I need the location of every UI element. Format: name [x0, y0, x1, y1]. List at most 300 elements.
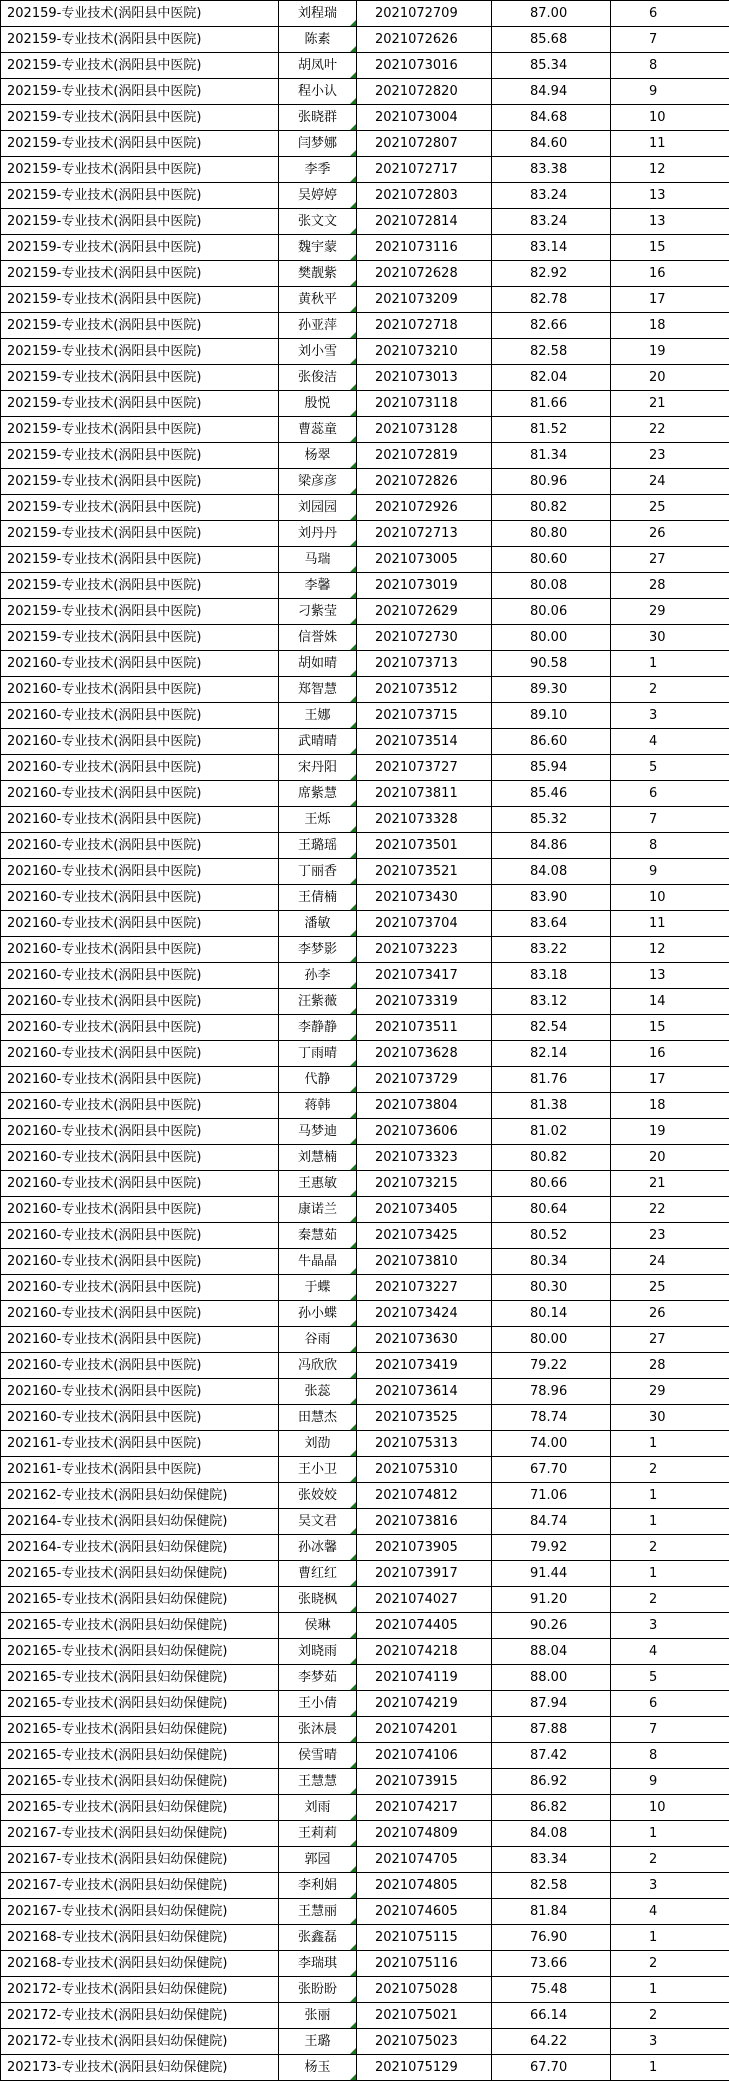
name-cell: 丁丽香: [279, 859, 357, 885]
rank-cell: 3: [611, 1873, 729, 1899]
position-cell: 202160-专业技术(涡阳县中医院): [1, 1405, 279, 1431]
name-cell: 刘程瑞: [279, 1, 357, 27]
ticket-number-cell: 2021073215: [357, 1171, 492, 1197]
ticket-number-cell: 2021074119: [357, 1665, 492, 1691]
position-cell: 202160-专业技术(涡阳县中医院): [1, 781, 279, 807]
position-cell: 202165-专业技术(涡阳县妇幼保健院): [1, 1561, 279, 1587]
position-cell: 202165-专业技术(涡阳县妇幼保健院): [1, 1717, 279, 1743]
name-cell: 刘慧楠: [279, 1145, 357, 1171]
ticket-number-cell: 2021073727: [357, 755, 492, 781]
name-cell: 闫梦娜: [279, 131, 357, 157]
ticket-number-cell: 2021073525: [357, 1405, 492, 1431]
table-row: [1, 963, 729, 989]
score-cell: 76.90: [492, 1925, 611, 1951]
ticket-number-cell: 2021073917: [357, 1561, 492, 1587]
table-row: [1, 209, 729, 235]
name-cell: 王惠敏: [279, 1171, 357, 1197]
rank-cell: 19: [611, 1119, 729, 1145]
ticket-number-cell: 2021073511: [357, 1015, 492, 1041]
rank-cell: 22: [611, 417, 729, 443]
name-cell: 王莉莉: [279, 1821, 357, 1847]
name-cell: 刘园园: [279, 495, 357, 521]
table-row: [1, 1301, 729, 1327]
rank-cell: 1: [611, 1483, 729, 1509]
rank-cell: 3: [611, 1613, 729, 1639]
table-row: [1, 547, 729, 573]
position-cell: 202165-专业技术(涡阳县妇幼保健院): [1, 1665, 279, 1691]
position-cell: 202160-专业技术(涡阳县中医院): [1, 989, 279, 1015]
score-cell: 67.70: [492, 1457, 611, 1483]
ticket-number-cell: 2021072807: [357, 131, 492, 157]
ticket-number-cell: 2021075023: [357, 2029, 492, 2055]
position-cell: 202159-专业技术(涡阳县中医院): [1, 157, 279, 183]
name-cell: 杨翠: [279, 443, 357, 469]
score-cell: 86.60: [492, 729, 611, 755]
ticket-number-cell: 2021072629: [357, 599, 492, 625]
ticket-number-cell: 2021072713: [357, 521, 492, 547]
table-row: [1, 1873, 729, 1899]
score-cell: 80.14: [492, 1301, 611, 1327]
table-row: [1, 495, 729, 521]
table-row: [1, 391, 729, 417]
table-row: [1, 911, 729, 937]
ticket-number-cell: 2021073729: [357, 1067, 492, 1093]
table-row: [1, 2003, 729, 2029]
table-row: [1, 1951, 729, 1977]
ticket-number-cell: 2021072826: [357, 469, 492, 495]
score-cell: 83.90: [492, 885, 611, 911]
position-cell: 202167-专业技术(涡阳县妇幼保健院): [1, 1847, 279, 1873]
table-row: [1, 1197, 729, 1223]
rank-cell: 4: [611, 1639, 729, 1665]
name-cell: 康诺兰: [279, 1197, 357, 1223]
ticket-number-cell: 2021073501: [357, 833, 492, 859]
table-row: [1, 1509, 729, 1535]
ticket-number-cell: 2021073512: [357, 677, 492, 703]
name-cell: 田慧杰: [279, 1405, 357, 1431]
rank-cell: 23: [611, 1223, 729, 1249]
ticket-number-cell: 2021075310: [357, 1457, 492, 1483]
position-cell: 202160-专业技术(涡阳县中医院): [1, 1041, 279, 1067]
ticket-number-cell: 2021073811: [357, 781, 492, 807]
score-cell: 82.54: [492, 1015, 611, 1041]
name-cell: 刘晓雨: [279, 1639, 357, 1665]
name-cell: 李瑞琪: [279, 1951, 357, 1977]
ticket-number-cell: 2021073425: [357, 1223, 492, 1249]
table-row: [1, 1899, 729, 1925]
score-cell: 80.80: [492, 521, 611, 547]
score-cell: 80.82: [492, 1145, 611, 1171]
ticket-number-cell: 2021073430: [357, 885, 492, 911]
rank-cell: 16: [611, 261, 729, 287]
ticket-number-cell: 2021073223: [357, 937, 492, 963]
score-cell: 85.34: [492, 53, 611, 79]
table-row: [1, 885, 729, 911]
score-cell: 85.68: [492, 27, 611, 53]
ticket-number-cell: 2021074106: [357, 1743, 492, 1769]
ticket-number-cell: 2021073227: [357, 1275, 492, 1301]
rank-cell: 8: [611, 833, 729, 859]
score-cell: 85.94: [492, 755, 611, 781]
name-cell: 秦慧茹: [279, 1223, 357, 1249]
name-cell: 梁彦彦: [279, 469, 357, 495]
table-row: [1, 729, 729, 755]
score-cell: 80.64: [492, 1197, 611, 1223]
ticket-number-cell: 2021073514: [357, 729, 492, 755]
name-cell: 张蕊: [279, 1379, 357, 1405]
score-cell: 82.78: [492, 287, 611, 313]
name-cell: 郭园: [279, 1847, 357, 1873]
ticket-number-cell: 2021074201: [357, 1717, 492, 1743]
ticket-number-cell: 2021073628: [357, 1041, 492, 1067]
name-cell: 张晓枫: [279, 1587, 357, 1613]
rank-cell: 13: [611, 183, 729, 209]
rank-cell: 28: [611, 1353, 729, 1379]
position-cell: 202159-专业技术(涡阳县中医院): [1, 469, 279, 495]
score-cell: 87.88: [492, 1717, 611, 1743]
score-cell: 81.02: [492, 1119, 611, 1145]
name-cell: 潘敏: [279, 911, 357, 937]
position-cell: 202159-专业技术(涡阳县中医院): [1, 287, 279, 313]
score-cell: 82.58: [492, 1873, 611, 1899]
table-row: [1, 1613, 729, 1639]
ticket-number-cell: 2021074219: [357, 1691, 492, 1717]
position-cell: 202160-专业技术(涡阳县中医院): [1, 703, 279, 729]
score-cell: 66.14: [492, 2003, 611, 2029]
table-row: [1, 807, 729, 833]
ticket-number-cell: 2021073630: [357, 1327, 492, 1353]
table-row: [1, 1639, 729, 1665]
ticket-number-cell: 2021072820: [357, 79, 492, 105]
ticket-number-cell: 2021074809: [357, 1821, 492, 1847]
score-cell: 79.92: [492, 1535, 611, 1561]
score-cell: 83.24: [492, 183, 611, 209]
name-cell: 吴婷婷: [279, 183, 357, 209]
table-row: [1, 1925, 729, 1951]
score-cell: 85.32: [492, 807, 611, 833]
rank-cell: 25: [611, 495, 729, 521]
score-cell: 83.22: [492, 937, 611, 963]
name-cell: 王烁: [279, 807, 357, 833]
position-cell: 202160-专业技术(涡阳县中医院): [1, 807, 279, 833]
rank-cell: 7: [611, 1717, 729, 1743]
name-cell: 侯琳: [279, 1613, 357, 1639]
table-row: [1, 755, 729, 781]
ticket-number-cell: 2021072628: [357, 261, 492, 287]
table-row: [1, 417, 729, 443]
table-row: [1, 261, 729, 287]
score-cell: 81.52: [492, 417, 611, 443]
name-cell: 孙小蝶: [279, 1301, 357, 1327]
name-cell: 张文文: [279, 209, 357, 235]
position-cell: 202160-专业技术(涡阳县中医院): [1, 651, 279, 677]
table-row: [1, 1821, 729, 1847]
name-cell: 张鑫磊: [279, 1925, 357, 1951]
rank-cell: 27: [611, 547, 729, 573]
name-cell: 黄秋平: [279, 287, 357, 313]
score-cell: 84.94: [492, 79, 611, 105]
ticket-number-cell: 2021072709: [357, 1, 492, 27]
position-cell: 202160-专业技术(涡阳县中医院): [1, 1171, 279, 1197]
ticket-number-cell: 2021073419: [357, 1353, 492, 1379]
table-row: [1, 79, 729, 105]
score-cell: 81.38: [492, 1093, 611, 1119]
name-cell: 代静: [279, 1067, 357, 1093]
position-cell: 202160-专业技术(涡阳县中医院): [1, 1145, 279, 1171]
position-cell: 202168-专业技术(涡阳县妇幼保健院): [1, 1925, 279, 1951]
name-cell: 孙冰馨: [279, 1535, 357, 1561]
table-row: [1, 1379, 729, 1405]
name-cell: 丁雨晴: [279, 1041, 357, 1067]
name-cell: 马梦迪: [279, 1119, 357, 1145]
rank-cell: 7: [611, 27, 729, 53]
table-row: [1, 859, 729, 885]
rank-cell: 18: [611, 313, 729, 339]
position-cell: 202172-专业技术(涡阳县妇幼保健院): [1, 2003, 279, 2029]
score-cell: 67.70: [492, 2055, 611, 2081]
table-row: [1, 157, 729, 183]
rank-cell: 3: [611, 2029, 729, 2055]
name-cell: 曹红红: [279, 1561, 357, 1587]
table-row: [1, 1769, 729, 1795]
table-row: [1, 781, 729, 807]
ticket-number-cell: 2021073521: [357, 859, 492, 885]
rank-cell: 16: [611, 1041, 729, 1067]
rank-cell: 15: [611, 1015, 729, 1041]
name-cell: 孙亚萍: [279, 313, 357, 339]
name-cell: 程小认: [279, 79, 357, 105]
score-cell: 80.00: [492, 625, 611, 651]
score-cell: 80.08: [492, 573, 611, 599]
score-cell: 74.00: [492, 1431, 611, 1457]
score-cell: 82.58: [492, 339, 611, 365]
rank-cell: 25: [611, 1275, 729, 1301]
score-cell: 81.76: [492, 1067, 611, 1093]
position-cell: 202160-专业技术(涡阳县中医院): [1, 937, 279, 963]
rank-cell: 2: [611, 2003, 729, 2029]
name-cell: 汪紫薇: [279, 989, 357, 1015]
position-cell: 202159-专业技术(涡阳县中医院): [1, 365, 279, 391]
name-cell: 王璐: [279, 2029, 357, 2055]
position-cell: 202160-专业技术(涡阳县中医院): [1, 1015, 279, 1041]
name-cell: 王小倩: [279, 1691, 357, 1717]
rank-cell: 2: [611, 1951, 729, 1977]
name-cell: 谷雨: [279, 1327, 357, 1353]
ticket-number-cell: 2021073016: [357, 53, 492, 79]
position-cell: 202172-专业技术(涡阳县妇幼保健院): [1, 2029, 279, 2055]
position-cell: 202159-专业技术(涡阳县中医院): [1, 53, 279, 79]
position-cell: 202165-专业技术(涡阳县妇幼保健院): [1, 1795, 279, 1821]
rank-cell: 11: [611, 131, 729, 157]
rank-cell: 23: [611, 443, 729, 469]
ticket-number-cell: 2021075028: [357, 1977, 492, 2003]
score-cell: 84.68: [492, 105, 611, 131]
ticket-number-cell: 2021072803: [357, 183, 492, 209]
ticket-number-cell: 2021073905: [357, 1535, 492, 1561]
score-cell: 86.92: [492, 1769, 611, 1795]
name-cell: 李梦影: [279, 937, 357, 963]
score-cell: 80.34: [492, 1249, 611, 1275]
score-cell: 88.00: [492, 1665, 611, 1691]
position-cell: 202160-专业技术(涡阳县中医院): [1, 1093, 279, 1119]
name-cell: 郑智慧: [279, 677, 357, 703]
table-row: [1, 183, 729, 209]
position-cell: 202159-专业技术(涡阳县中医院): [1, 599, 279, 625]
table-row: [1, 27, 729, 53]
rank-cell: 1: [611, 1977, 729, 2003]
position-cell: 202160-专业技术(涡阳县中医院): [1, 1301, 279, 1327]
position-cell: 202161-专业技术(涡阳县中医院): [1, 1457, 279, 1483]
name-cell: 张盼盼: [279, 1977, 357, 2003]
table-row: [1, 1223, 729, 1249]
name-cell: 王璐瑶: [279, 833, 357, 859]
table-row: [1, 313, 729, 339]
score-cell: 81.34: [492, 443, 611, 469]
name-cell: 陈素: [279, 27, 357, 53]
rank-cell: 14: [611, 989, 729, 1015]
table-row: [1, 1067, 729, 1093]
position-cell: 202159-专业技术(涡阳县中医院): [1, 235, 279, 261]
ticket-number-cell: 2021073116: [357, 235, 492, 261]
name-cell: 殷悦: [279, 391, 357, 417]
name-cell: 张晓群: [279, 105, 357, 131]
ticket-number-cell: 2021075116: [357, 1951, 492, 1977]
name-cell: 张沐晨: [279, 1717, 357, 1743]
position-cell: 202159-专业技术(涡阳县中医院): [1, 417, 279, 443]
ticket-number-cell: 2021073704: [357, 911, 492, 937]
table-row: [1, 1977, 729, 2003]
position-cell: 202159-专业技术(涡阳县中医院): [1, 131, 279, 157]
position-cell: 202160-专业技术(涡阳县中医院): [1, 859, 279, 885]
position-cell: 202160-专业技术(涡阳县中医院): [1, 755, 279, 781]
rank-cell: 1: [611, 1561, 729, 1587]
position-cell: 202167-专业技术(涡阳县妇幼保健院): [1, 1873, 279, 1899]
score-cell: 80.82: [492, 495, 611, 521]
score-cell: 89.30: [492, 677, 611, 703]
score-cell: 90.58: [492, 651, 611, 677]
rank-cell: 1: [611, 1509, 729, 1535]
rank-cell: 17: [611, 1067, 729, 1093]
position-cell: 202159-专业技术(涡阳县中医院): [1, 105, 279, 131]
ticket-number-cell: 2021074605: [357, 1899, 492, 1925]
ticket-number-cell: 2021073319: [357, 989, 492, 1015]
table-row: [1, 1093, 729, 1119]
ticket-number-cell: 2021074705: [357, 1847, 492, 1873]
score-cell: 82.04: [492, 365, 611, 391]
position-cell: 202165-专业技术(涡阳县妇幼保健院): [1, 1639, 279, 1665]
rank-cell: 8: [611, 53, 729, 79]
table-row: [1, 339, 729, 365]
score-cell: 81.66: [492, 391, 611, 417]
table-row: [1, 989, 729, 1015]
score-cell: 87.42: [492, 1743, 611, 1769]
score-cell: 80.52: [492, 1223, 611, 1249]
ticket-number-cell: 2021073614: [357, 1379, 492, 1405]
table-row: [1, 1561, 729, 1587]
rank-cell: 4: [611, 729, 729, 755]
score-cell: 88.04: [492, 1639, 611, 1665]
position-cell: 202160-专业技术(涡阳县中医院): [1, 1327, 279, 1353]
rank-cell: 1: [611, 651, 729, 677]
ticket-number-cell: 2021073715: [357, 703, 492, 729]
score-cell: 80.60: [492, 547, 611, 573]
rank-cell: 24: [611, 1249, 729, 1275]
ticket-number-cell: 2021072730: [357, 625, 492, 651]
rank-cell: 21: [611, 1171, 729, 1197]
table-row: [1, 1275, 729, 1301]
name-cell: 刘雨: [279, 1795, 357, 1821]
score-cell: 75.48: [492, 1977, 611, 2003]
score-cell: 83.12: [492, 989, 611, 1015]
table-row: [1, 1535, 729, 1561]
name-cell: 李馨: [279, 573, 357, 599]
table-row: [1, 365, 729, 391]
score-cell: 80.66: [492, 1171, 611, 1197]
score-cell: 80.96: [492, 469, 611, 495]
table-row: [1, 2029, 729, 2055]
name-cell: 王娜: [279, 703, 357, 729]
position-cell: 202159-专业技术(涡阳县中医院): [1, 443, 279, 469]
ticket-number-cell: 2021073013: [357, 365, 492, 391]
score-cell: 64.22: [492, 2029, 611, 2055]
score-cell: 82.66: [492, 313, 611, 339]
score-cell: 84.74: [492, 1509, 611, 1535]
score-cell: 85.46: [492, 781, 611, 807]
rank-cell: 13: [611, 209, 729, 235]
name-cell: 于蝶: [279, 1275, 357, 1301]
score-cell: 83.18: [492, 963, 611, 989]
table-row: [1, 677, 729, 703]
ticket-number-cell: 2021073019: [357, 573, 492, 599]
name-cell: 蒋韩: [279, 1093, 357, 1119]
rank-cell: 12: [611, 157, 729, 183]
score-cell: 90.26: [492, 1613, 611, 1639]
rank-cell: 20: [611, 1145, 729, 1171]
score-cell: 80.00: [492, 1327, 611, 1353]
ticket-number-cell: 2021073417: [357, 963, 492, 989]
position-cell: 202159-专业技术(涡阳县中医院): [1, 313, 279, 339]
position-cell: 202160-专业技术(涡阳县中医院): [1, 677, 279, 703]
table-row: [1, 443, 729, 469]
table-row: [1, 573, 729, 599]
ticket-number-cell: 2021072819: [357, 443, 492, 469]
position-cell: 202165-专业技术(涡阳县妇幼保健院): [1, 1769, 279, 1795]
rank-cell: 4: [611, 1899, 729, 1925]
position-cell: 202168-专业技术(涡阳县妇幼保健院): [1, 1951, 279, 1977]
position-cell: 202160-专业技术(涡阳县中医院): [1, 1067, 279, 1093]
name-cell: 冯欣欣: [279, 1353, 357, 1379]
name-cell: 李季: [279, 157, 357, 183]
ticket-number-cell: 2021073323: [357, 1145, 492, 1171]
rank-cell: 2: [611, 1587, 729, 1613]
name-cell: 刁紫莹: [279, 599, 357, 625]
ticket-number-cell: 2021073606: [357, 1119, 492, 1145]
score-cell: 91.44: [492, 1561, 611, 1587]
table-row: [1, 625, 729, 651]
ticket-number-cell: 2021074812: [357, 1483, 492, 1509]
rank-cell: 1: [611, 1431, 729, 1457]
position-cell: 202159-专业技术(涡阳县中医院): [1, 625, 279, 651]
position-cell: 202160-专业技术(涡阳县中医院): [1, 1197, 279, 1223]
position-cell: 202159-专业技术(涡阳县中医院): [1, 1, 279, 27]
ticket-number-cell: 2021074217: [357, 1795, 492, 1821]
name-cell: 王慧丽: [279, 1899, 357, 1925]
score-cell: 83.38: [492, 157, 611, 183]
score-cell: 84.08: [492, 1821, 611, 1847]
position-cell: 202159-专业技术(涡阳县中医院): [1, 547, 279, 573]
position-cell: 202160-专业技术(涡阳县中医院): [1, 1249, 279, 1275]
table-row: [1, 1717, 729, 1743]
